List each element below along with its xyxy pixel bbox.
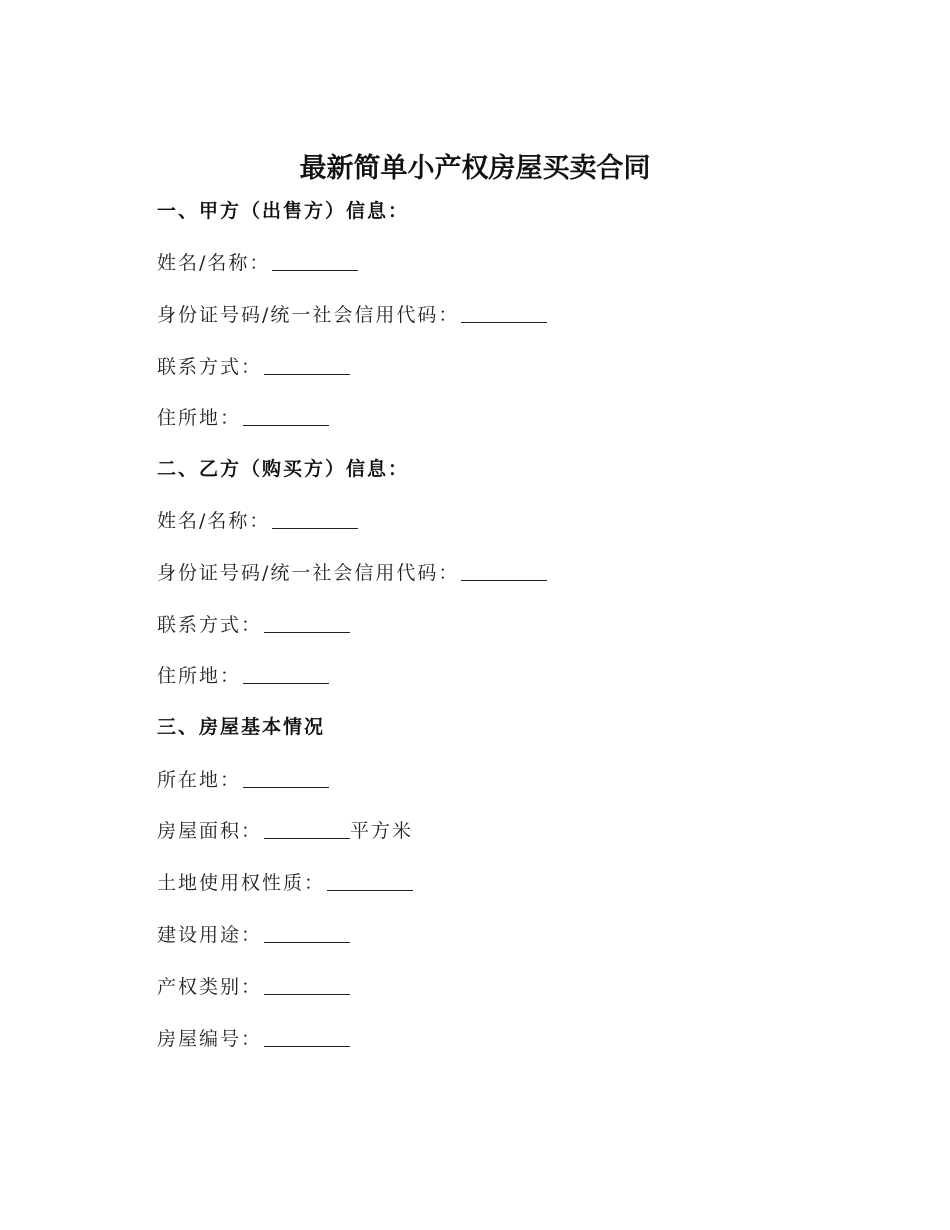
party-a-name-label: 姓名/名称： bbox=[157, 252, 271, 274]
land-use-label: 土地使用权性质： bbox=[157, 872, 326, 894]
party-b-name-blank[interactable] bbox=[272, 510, 358, 529]
party-a-contact-row bbox=[157, 354, 350, 380]
house-number-row bbox=[157, 1026, 350, 1052]
party-a-address-blank[interactable] bbox=[243, 407, 329, 426]
party-b-contact-blank[interactable] bbox=[264, 614, 350, 633]
party-a-id-row bbox=[157, 302, 547, 328]
house-number-blank[interactable] bbox=[264, 1028, 350, 1047]
house-area-blank[interactable] bbox=[264, 820, 350, 839]
property-type-row bbox=[157, 974, 350, 1000]
party-b-address-row bbox=[157, 663, 329, 689]
party-b-id-blank[interactable] bbox=[461, 562, 547, 581]
party-a-contact-blank[interactable] bbox=[264, 356, 350, 375]
party-a-heading: 一、甲方（出售方）信息： bbox=[157, 200, 410, 222]
house-location-label: 所在地： bbox=[157, 769, 242, 791]
property-type-label: 产权类别： bbox=[157, 976, 263, 998]
party-a-id-blank[interactable] bbox=[461, 304, 547, 323]
land-use-blank[interactable] bbox=[327, 872, 413, 891]
house-number-label: 房屋编号： bbox=[157, 1028, 263, 1050]
document-title: 最新简单小产权房屋买卖合同 bbox=[299, 153, 651, 184]
house-area-unit: 平方米 bbox=[350, 820, 414, 842]
building-use-blank[interactable] bbox=[264, 924, 350, 943]
house-area-label: 房屋面积： bbox=[157, 820, 263, 842]
house-area-row bbox=[157, 818, 413, 844]
party-a-contact-label: 联系方式： bbox=[157, 356, 263, 378]
party-b-id-label: 身份证号码/统一社会信用代码： bbox=[157, 562, 460, 584]
land-use-row bbox=[157, 870, 413, 896]
party-b-id-row bbox=[157, 560, 547, 586]
party-a-address-row bbox=[157, 405, 329, 431]
party-a-address-label: 住所地： bbox=[157, 407, 242, 429]
house-location-row bbox=[157, 767, 329, 793]
house-location-blank[interactable] bbox=[243, 769, 329, 788]
party-b-address-blank[interactable] bbox=[243, 665, 329, 684]
party-b-contact-row bbox=[157, 612, 350, 638]
party-b-name-label: 姓名/名称： bbox=[157, 510, 271, 532]
party-b-contact-label: 联系方式： bbox=[157, 614, 263, 636]
party-a-name-row bbox=[157, 250, 358, 276]
party-b-heading: 二、乙方（购买方）信息： bbox=[157, 458, 410, 480]
party-b-name-row bbox=[157, 508, 358, 534]
building-use-label: 建设用途： bbox=[157, 924, 263, 946]
property-type-blank[interactable] bbox=[264, 976, 350, 995]
building-use-row bbox=[157, 922, 350, 948]
party-a-id-label: 身份证号码/统一社会信用代码： bbox=[157, 304, 460, 326]
party-a-name-blank[interactable] bbox=[272, 252, 358, 271]
house-info-heading: 三、房屋基本情况 bbox=[157, 716, 326, 738]
party-b-address-label: 住所地： bbox=[157, 665, 242, 687]
